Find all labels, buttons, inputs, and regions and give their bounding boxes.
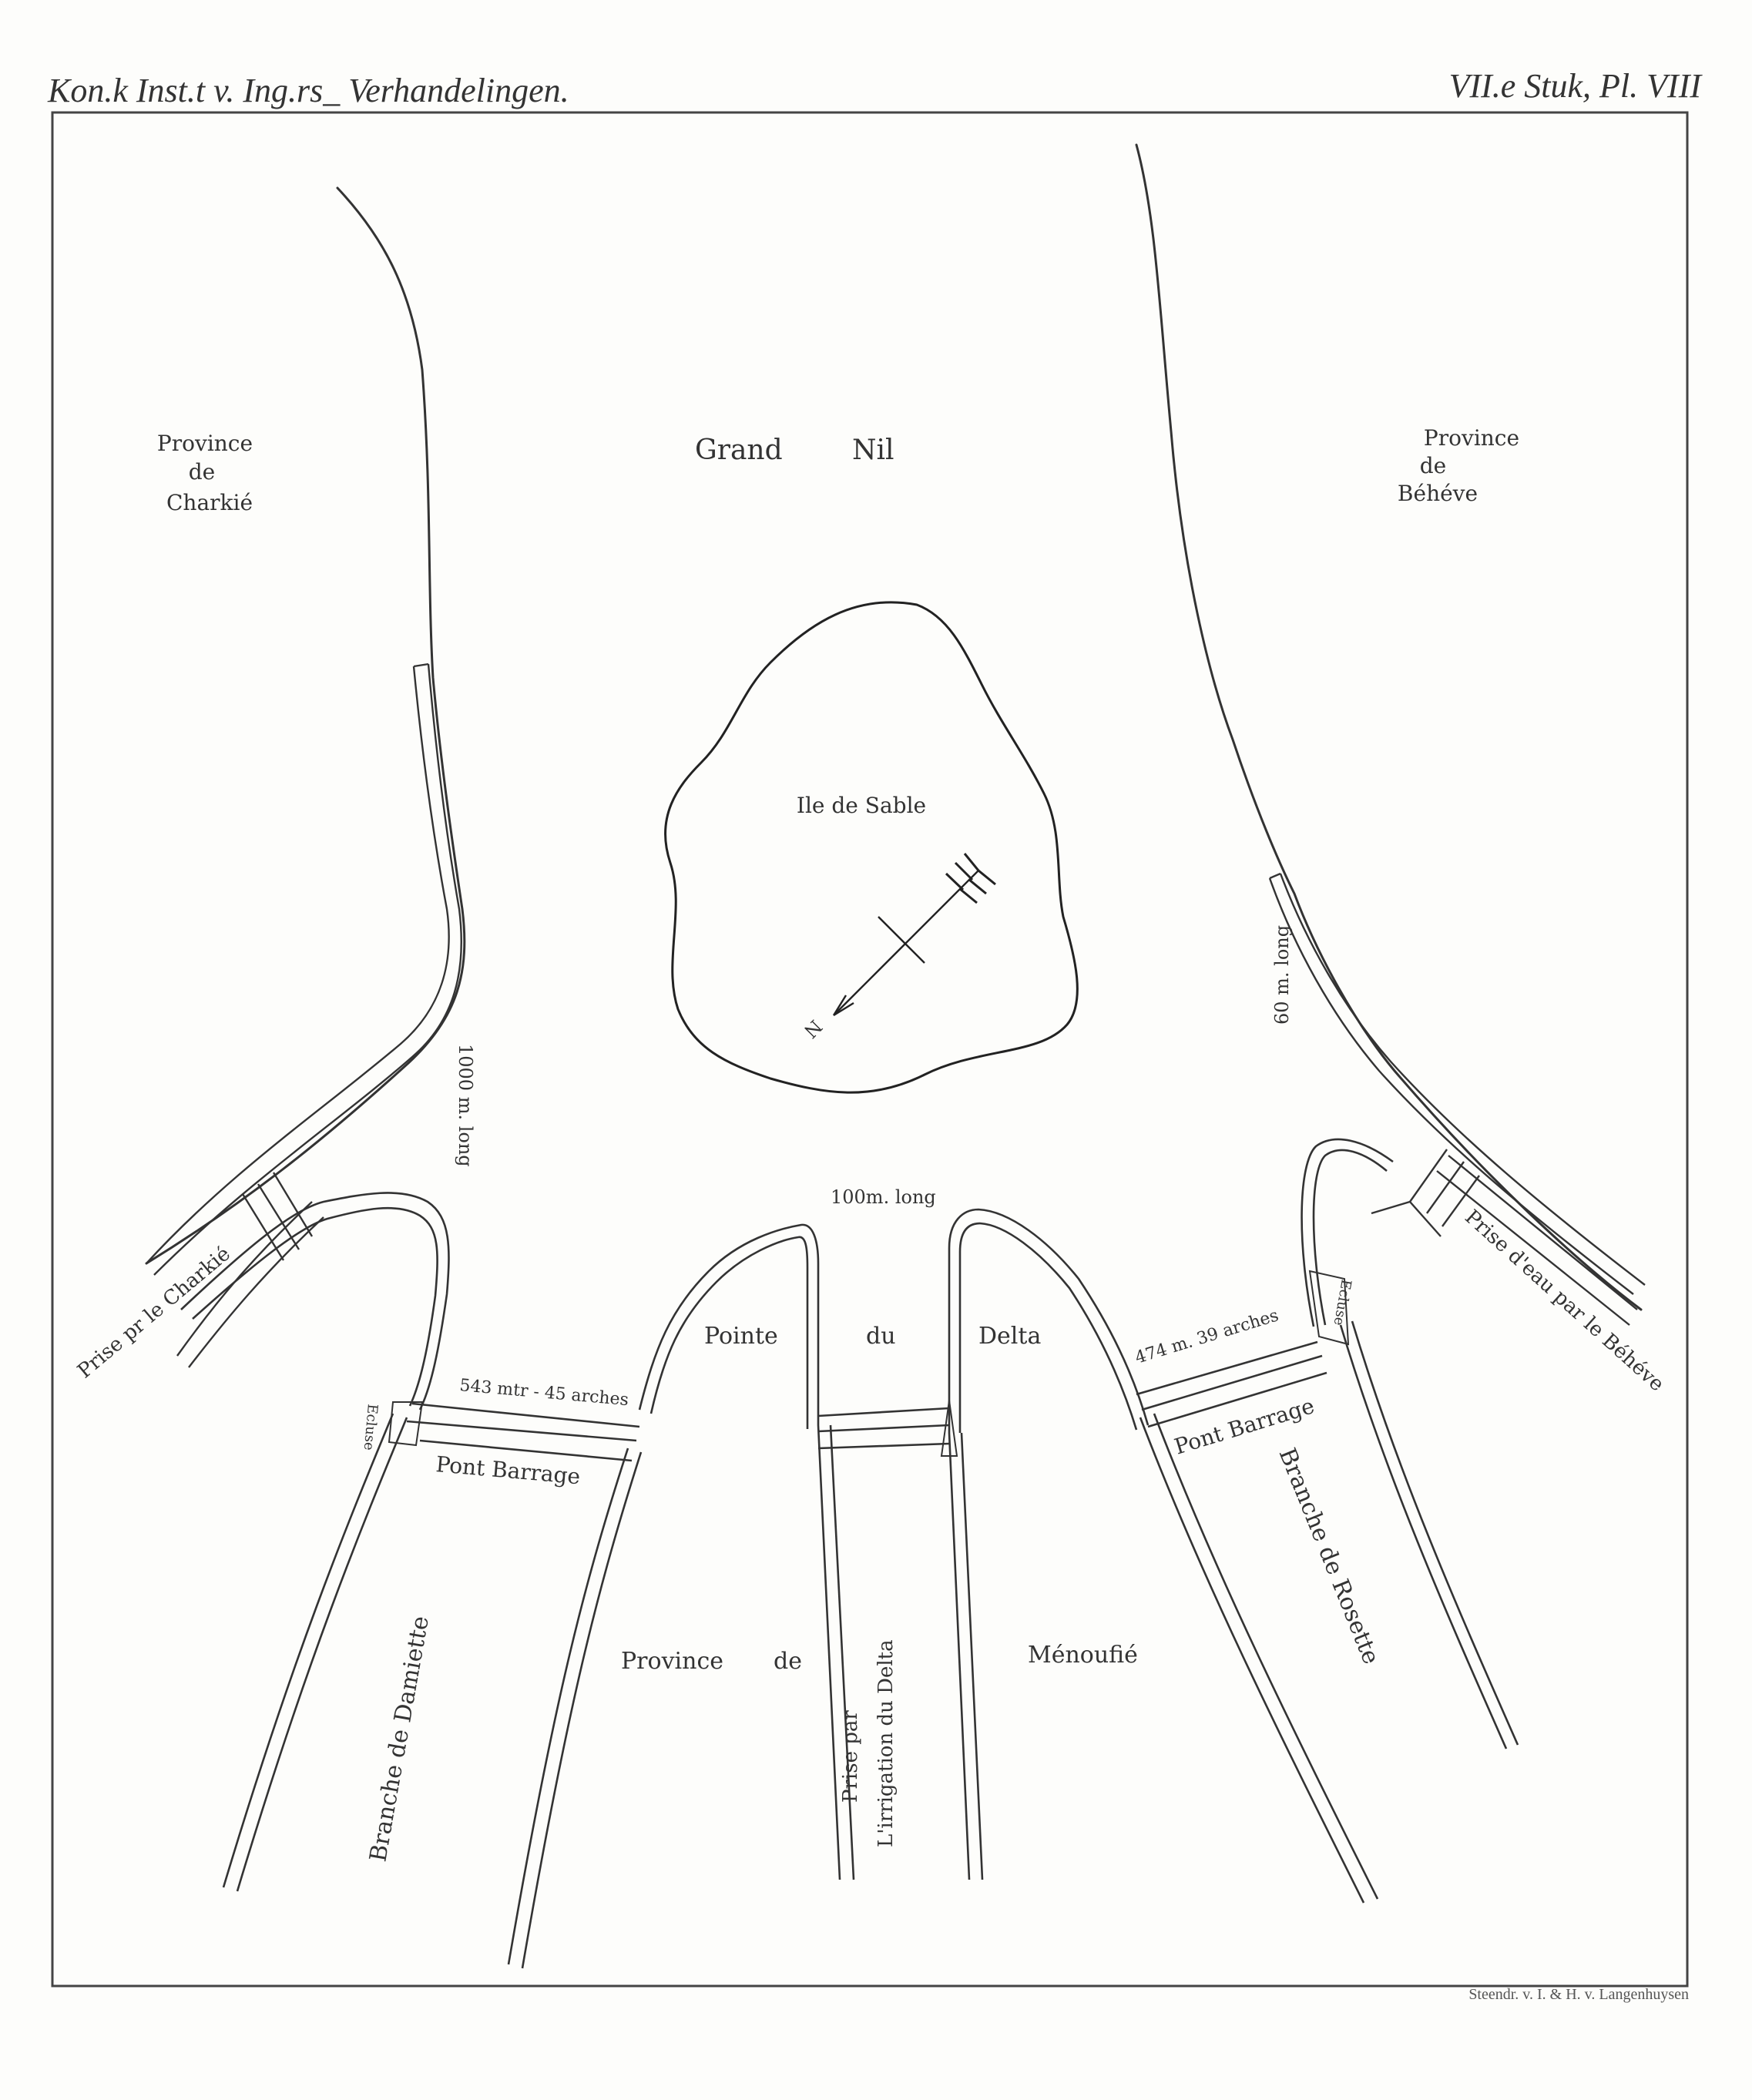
svg-text:de: de bbox=[774, 1648, 802, 1675]
pointe-du-delta-label bbox=[704, 1323, 1041, 1350]
center-length-label: 100m. long bbox=[831, 1186, 936, 1208]
svg-text:Province: Province bbox=[156, 431, 253, 456]
svg-text:Charkié: Charkié bbox=[166, 490, 253, 515]
right-dam-length-label: 474 m. 39 arches bbox=[1133, 1306, 1281, 1368]
province-beheve-label bbox=[1398, 425, 1519, 506]
left-dam-length-label: 543 mtr - 45 arches bbox=[458, 1376, 629, 1411]
right-river-bank bbox=[1136, 145, 1641, 1310]
left-river-bank bbox=[146, 188, 465, 1263]
province-charkie-label bbox=[157, 431, 253, 515]
right-embankment-length-label: 60 m. long bbox=[1271, 924, 1293, 1025]
svg-text:de: de bbox=[1419, 453, 1447, 478]
ecluse-right-label: Ecluse bbox=[1330, 1278, 1354, 1327]
svg-text:Nil: Nil bbox=[852, 434, 894, 466]
svg-text:Prise par: Prise par bbox=[839, 1710, 862, 1803]
left-barrage bbox=[389, 1402, 639, 1461]
svg-text:Grand: Grand bbox=[695, 434, 783, 466]
ile-de-sable-label: Ile de Sable bbox=[796, 793, 927, 818]
pointe-du-delta-outline bbox=[639, 1209, 1148, 1433]
right-embankment bbox=[1270, 874, 1645, 1294]
svg-text:Ménoufié: Ménoufié bbox=[1028, 1642, 1138, 1669]
svg-text:L'irrigation du Delta: L'irrigation du Delta bbox=[874, 1639, 898, 1847]
pont-barrage-right-label: Pont Barrage bbox=[1171, 1393, 1317, 1460]
north-letter: N bbox=[799, 1015, 827, 1042]
svg-text:Pointe: Pointe bbox=[704, 1323, 778, 1350]
pont-barrage-left-label: Pont Barrage bbox=[435, 1451, 582, 1490]
svg-text:Béhéve: Béhéve bbox=[1397, 481, 1478, 506]
grand-nil-label bbox=[695, 434, 894, 466]
svg-text:de: de bbox=[188, 459, 216, 485]
ile-de-sable-island bbox=[666, 602, 1078, 1092]
prise-beheve-label: Prise d'eau par le Béhéve bbox=[1460, 1205, 1669, 1397]
left-embankment bbox=[146, 664, 461, 1275]
plate-number: VII.e Stuk, Pl. VIII bbox=[1448, 67, 1701, 105]
svg-text:Province: Province bbox=[1423, 425, 1520, 451]
branche-damiette-label: Branche de Damiette bbox=[364, 1614, 435, 1864]
branche-rosette-label: Branche de Rosette bbox=[1273, 1444, 1385, 1669]
svg-text:du: du bbox=[866, 1323, 896, 1350]
journal-header: Kon.k Inst.t v. Ing.rs_ Verhandelingen. bbox=[48, 72, 569, 109]
ecluse-left-label: Ecluse bbox=[360, 1403, 381, 1451]
svg-text:Province: Province bbox=[621, 1648, 724, 1675]
left-embankment-length-label: 1000 m. long bbox=[455, 1044, 476, 1167]
damiette-branch-outline bbox=[181, 1193, 641, 1968]
north-arrow-icon bbox=[834, 854, 995, 1015]
irrigation-channel bbox=[818, 1401, 982, 1880]
lithographer-credit: Steendr. v. I. & H. v. Langenhuysen bbox=[1468, 1986, 1689, 2003]
svg-text:Delta: Delta bbox=[978, 1323, 1042, 1350]
prise-irrigation-label bbox=[839, 1639, 898, 1847]
prise-charkie-label: Prise pr le Charkié bbox=[73, 1242, 235, 1384]
